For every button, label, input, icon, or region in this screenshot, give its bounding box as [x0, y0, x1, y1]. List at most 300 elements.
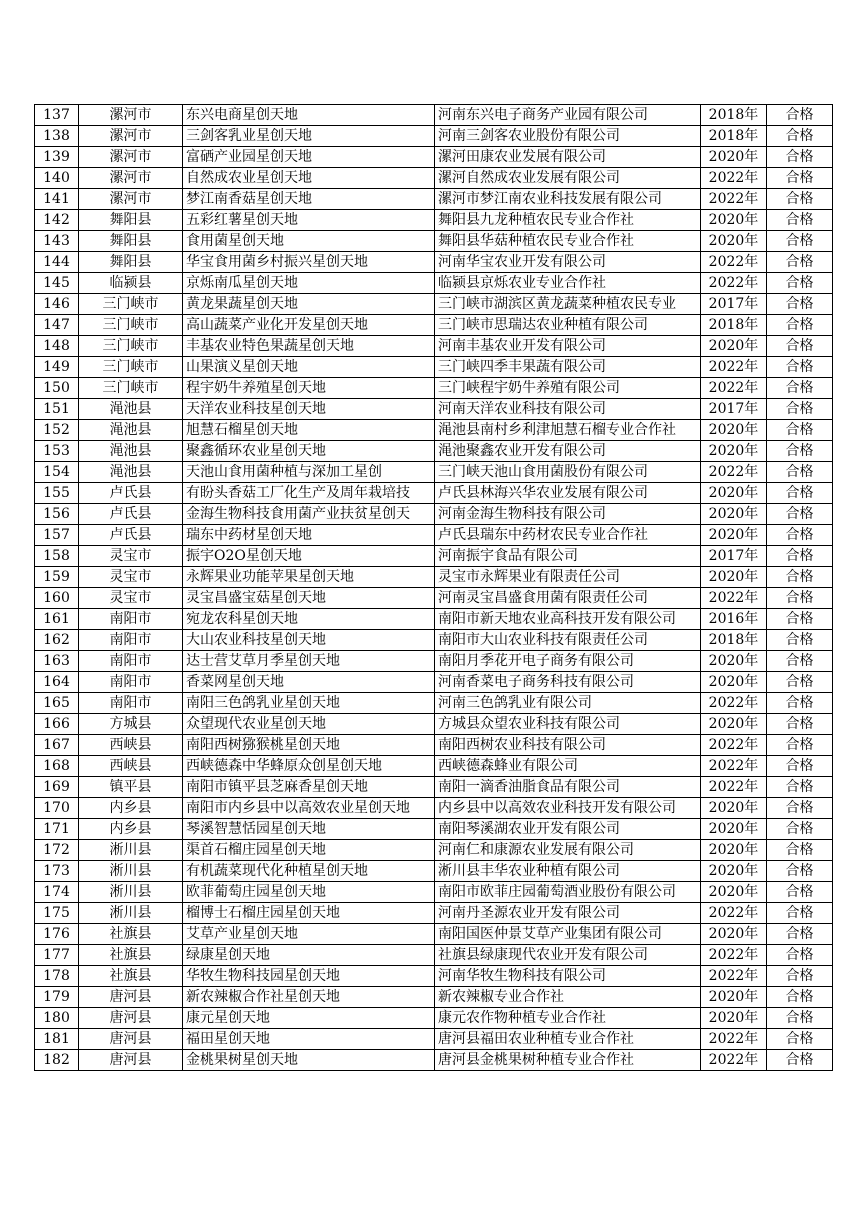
result-cell: 合格 [767, 693, 833, 714]
operator-cell: 三门峡市思瑞达农业种植有限公司 [435, 315, 701, 336]
platform-name-cell: 艾草产业星创天地 [183, 924, 435, 945]
region-cell: 舞阳县 [79, 210, 183, 231]
year-cell: 2022年 [701, 189, 767, 210]
result-cell: 合格 [767, 966, 833, 987]
operator-cell: 内乡县中以高效农业科技开发有限公司 [435, 798, 701, 819]
year-cell: 2020年 [701, 798, 767, 819]
row-number: 165 [35, 693, 79, 714]
result-cell: 合格 [767, 147, 833, 168]
year-cell: 2020年 [701, 1008, 767, 1029]
table-row [35, 798, 833, 819]
year-cell: 2020年 [701, 861, 767, 882]
result-cell: 合格 [767, 630, 833, 651]
row-number: 145 [35, 273, 79, 294]
row-number: 138 [35, 126, 79, 147]
year-cell: 2020年 [701, 567, 767, 588]
row-number: 173 [35, 861, 79, 882]
operator-cell: 南阳西树农业科技有限公司 [435, 735, 701, 756]
operator-cell: 漯河自然成农业发展有限公司 [435, 168, 701, 189]
region-cell: 内乡县 [79, 819, 183, 840]
operator-cell: 三门峡四季丰果蔬有限公司 [435, 357, 701, 378]
operator-cell: 淅川县丰华农业种植有限公司 [435, 861, 701, 882]
row-number: 168 [35, 756, 79, 777]
table-row [35, 252, 833, 273]
table-row [35, 525, 833, 546]
operator-cell: 南阳市新天地农业高科技开发有限公司 [435, 609, 701, 630]
operator-cell: 河南灵宝昌盛食用菌有限责任公司 [435, 588, 701, 609]
operator-cell: 唐河县福田农业种植专业合作社 [435, 1029, 701, 1050]
platform-name-cell: 大山农业科技星创天地 [183, 630, 435, 651]
region-cell: 舞阳县 [79, 231, 183, 252]
platform-name-cell: 香菜网星创天地 [183, 672, 435, 693]
operator-cell: 河南丹圣源农业开发有限公司 [435, 903, 701, 924]
platform-name-cell: 福田星创天地 [183, 1029, 435, 1050]
table-row [35, 609, 833, 630]
operator-cell: 渑池聚鑫农业开发有限公司 [435, 441, 701, 462]
row-number: 153 [35, 441, 79, 462]
region-cell: 西峡县 [79, 735, 183, 756]
platform-name-cell: 宛龙农科星创天地 [183, 609, 435, 630]
row-number: 139 [35, 147, 79, 168]
result-cell: 合格 [767, 861, 833, 882]
region-cell: 淅川县 [79, 861, 183, 882]
year-cell: 2022年 [701, 693, 767, 714]
result-cell: 合格 [767, 525, 833, 546]
table-row [35, 882, 833, 903]
region-cell: 内乡县 [79, 798, 183, 819]
result-cell: 合格 [767, 945, 833, 966]
platform-name-cell: 南阳市镇平县芝麻香星创天地 [183, 777, 435, 798]
year-cell: 2020年 [701, 882, 767, 903]
platform-name-cell: 康元星创天地 [183, 1008, 435, 1029]
result-cell: 合格 [767, 735, 833, 756]
row-number: 180 [35, 1008, 79, 1029]
result-cell: 合格 [767, 924, 833, 945]
result-cell: 合格 [767, 399, 833, 420]
region-cell: 灵宝市 [79, 567, 183, 588]
operator-cell: 河南仁和康源农业发展有限公司 [435, 840, 701, 861]
year-cell: 2020年 [701, 210, 767, 231]
row-number: 160 [35, 588, 79, 609]
region-cell: 卢氏县 [79, 525, 183, 546]
table-row [35, 693, 833, 714]
table-row [35, 483, 833, 504]
year-cell: 2020年 [701, 441, 767, 462]
result-cell: 合格 [767, 840, 833, 861]
row-number: 170 [35, 798, 79, 819]
row-number: 147 [35, 315, 79, 336]
operator-cell: 三门峡程宇奶牛养殖有限公司 [435, 378, 701, 399]
row-number: 174 [35, 882, 79, 903]
table-row [35, 504, 833, 525]
region-cell: 淅川县 [79, 840, 183, 861]
year-cell: 2020年 [701, 840, 767, 861]
table-row [35, 126, 833, 147]
row-number: 159 [35, 567, 79, 588]
table-row [35, 399, 833, 420]
operator-cell: 河南三色鸽乳业有限公司 [435, 693, 701, 714]
row-number: 141 [35, 189, 79, 210]
platform-name-cell: 琴溪智慧恬园星创天地 [183, 819, 435, 840]
year-cell: 2020年 [701, 924, 767, 945]
result-cell: 合格 [767, 210, 833, 231]
operator-cell: 南阳琴溪湖农业开发有限公司 [435, 819, 701, 840]
table-row [35, 714, 833, 735]
result-cell: 合格 [767, 567, 833, 588]
operator-cell: 社旗县绿康现代农业开发有限公司 [435, 945, 701, 966]
operator-cell: 河南金海生物科技有限公司 [435, 504, 701, 525]
table-row [35, 588, 833, 609]
year-cell: 2022年 [701, 378, 767, 399]
operator-cell: 漯河田康农业发展有限公司 [435, 147, 701, 168]
result-cell: 合格 [767, 294, 833, 315]
year-cell: 2022年 [701, 357, 767, 378]
row-number: 156 [35, 504, 79, 525]
table-row [35, 168, 833, 189]
region-cell: 淅川县 [79, 903, 183, 924]
region-cell: 灵宝市 [79, 546, 183, 567]
region-cell: 漯河市 [79, 105, 183, 126]
table-row [35, 672, 833, 693]
year-cell: 2022年 [701, 777, 767, 798]
region-cell: 卢氏县 [79, 483, 183, 504]
table-row [35, 819, 833, 840]
platform-name-cell: 程宇奶牛养殖星创天地 [183, 378, 435, 399]
row-number: 182 [35, 1050, 79, 1071]
result-cell: 合格 [767, 231, 833, 252]
result-cell: 合格 [767, 588, 833, 609]
row-number: 144 [35, 252, 79, 273]
row-number: 158 [35, 546, 79, 567]
table-row [35, 630, 833, 651]
operator-cell: 舞阳县九龙种植农民专业合作社 [435, 210, 701, 231]
table-row [35, 777, 833, 798]
platform-name-cell: 京烁南瓜星创天地 [183, 273, 435, 294]
platform-name-cell: 灵宝昌盛宝菇星创天地 [183, 588, 435, 609]
year-cell: 2020年 [701, 420, 767, 441]
result-cell: 合格 [767, 357, 833, 378]
platform-name-cell: 新农辣椒合作社星创天地 [183, 987, 435, 1008]
row-number: 176 [35, 924, 79, 945]
row-number: 179 [35, 987, 79, 1008]
platform-name-cell: 有机蔬菜现代化种植星创天地 [183, 861, 435, 882]
result-cell: 合格 [767, 252, 833, 273]
platform-name-cell: 振宇O2O星创天地 [183, 546, 435, 567]
row-number: 177 [35, 945, 79, 966]
platform-name-cell: 天洋农业科技星创天地 [183, 399, 435, 420]
region-cell: 灵宝市 [79, 588, 183, 609]
region-cell: 临颍县 [79, 273, 183, 294]
result-cell: 合格 [767, 714, 833, 735]
result-cell: 合格 [767, 315, 833, 336]
platform-name-cell: 旭慧石榴星创天地 [183, 420, 435, 441]
platform-name-cell: 绿康星创天地 [183, 945, 435, 966]
operator-cell: 南阳一滴香油脂食品有限公司 [435, 777, 701, 798]
platform-name-cell: 瑞东中药材星创天地 [183, 525, 435, 546]
result-cell: 合格 [767, 987, 833, 1008]
year-cell: 2020年 [701, 147, 767, 168]
operator-cell: 河南华宝农业开发有限公司 [435, 252, 701, 273]
year-cell: 2017年 [701, 294, 767, 315]
platform-name-cell: 永辉果业功能苹果星创天地 [183, 567, 435, 588]
region-cell: 漯河市 [79, 126, 183, 147]
region-cell: 渑池县 [79, 399, 183, 420]
operator-cell: 临颍县京烁农业专业合作社 [435, 273, 701, 294]
table-row [35, 378, 833, 399]
platform-name-cell: 西峡德森中华蜂原众创星创天地 [183, 756, 435, 777]
result-cell: 合格 [767, 651, 833, 672]
row-number: 178 [35, 966, 79, 987]
table-row [35, 861, 833, 882]
region-cell: 漯河市 [79, 189, 183, 210]
platform-name-cell: 渠首石榴庄园星创天地 [183, 840, 435, 861]
year-cell: 2020年 [701, 504, 767, 525]
platform-name-cell: 金海生物科技食用菌产业扶贫星创天 [183, 504, 435, 525]
table-row [35, 735, 833, 756]
table-row [35, 294, 833, 315]
region-cell: 三门峡市 [79, 357, 183, 378]
region-cell: 卢氏县 [79, 504, 183, 525]
table-row [35, 966, 833, 987]
row-number: 175 [35, 903, 79, 924]
platform-name-cell: 三剑客乳业星创天地 [183, 126, 435, 147]
operator-cell: 南阳市大山农业科技有限责任公司 [435, 630, 701, 651]
platform-name-cell: 东兴电商星创天地 [183, 105, 435, 126]
table-row [35, 1029, 833, 1050]
platform-name-cell: 南阳市内乡县中以高效农业星创天地 [183, 798, 435, 819]
platform-name-cell: 有盼头香菇工厂化生产及周年栽培技 [183, 483, 435, 504]
result-cell: 合格 [767, 777, 833, 798]
platform-name-cell: 山果演义星创天地 [183, 357, 435, 378]
row-number: 155 [35, 483, 79, 504]
year-cell: 2018年 [701, 126, 767, 147]
platform-name-cell: 聚鑫循环农业星创天地 [183, 441, 435, 462]
result-cell: 合格 [767, 483, 833, 504]
operator-cell: 河南香菜电子商务科技有限公司 [435, 672, 701, 693]
year-cell: 2022年 [701, 462, 767, 483]
platform-name-cell: 黄龙果蔬星创天地 [183, 294, 435, 315]
result-cell: 合格 [767, 462, 833, 483]
table-row [35, 987, 833, 1008]
row-number: 171 [35, 819, 79, 840]
platform-name-cell: 天池山食用菌种植与深加工星创 [183, 462, 435, 483]
result-cell: 合格 [767, 378, 833, 399]
operator-cell: 三门峡天池山食用菌股份有限公司 [435, 462, 701, 483]
region-cell: 三门峡市 [79, 315, 183, 336]
region-cell: 漯河市 [79, 147, 183, 168]
results-table [34, 104, 833, 1071]
region-cell: 唐河县 [79, 1050, 183, 1071]
year-cell: 2022年 [701, 1050, 767, 1071]
operator-cell: 灵宝市永辉果业有限责任公司 [435, 567, 701, 588]
result-cell: 合格 [767, 168, 833, 189]
platform-name-cell: 榴博士石榴庄园星创天地 [183, 903, 435, 924]
operator-cell: 河南天洋农业科技有限公司 [435, 399, 701, 420]
row-number: 154 [35, 462, 79, 483]
year-cell: 2017年 [701, 399, 767, 420]
year-cell: 2018年 [701, 105, 767, 126]
platform-name-cell: 华宝食用菌乡村振兴星创天地 [183, 252, 435, 273]
operator-cell: 漯河市梦江南农业科技发展有限公司 [435, 189, 701, 210]
row-number: 161 [35, 609, 79, 630]
region-cell: 三门峡市 [79, 336, 183, 357]
result-cell: 合格 [767, 756, 833, 777]
year-cell: 2016年 [701, 609, 767, 630]
operator-cell: 渑池县南村乡利津旭慧石榴专业合作社 [435, 420, 701, 441]
result-cell: 合格 [767, 546, 833, 567]
row-number: 169 [35, 777, 79, 798]
platform-name-cell: 五彩红薯星创天地 [183, 210, 435, 231]
platform-name-cell: 南阳西树猕猴桃星创天地 [183, 735, 435, 756]
operator-cell: 河南三剑客农业股份有限公司 [435, 126, 701, 147]
result-cell: 合格 [767, 273, 833, 294]
platform-name-cell: 南阳三色鸽乳业星创天地 [183, 693, 435, 714]
result-cell: 合格 [767, 126, 833, 147]
year-cell: 2022年 [701, 756, 767, 777]
result-cell: 合格 [767, 1050, 833, 1071]
region-cell: 社旗县 [79, 945, 183, 966]
table-row [35, 210, 833, 231]
table-row [35, 840, 833, 861]
table-row [35, 924, 833, 945]
row-number: 172 [35, 840, 79, 861]
result-cell: 合格 [767, 798, 833, 819]
row-number: 148 [35, 336, 79, 357]
table-row [35, 336, 833, 357]
table-row [35, 756, 833, 777]
platform-name-cell: 高山蔬菜产业化开发星创天地 [183, 315, 435, 336]
row-number: 149 [35, 357, 79, 378]
operator-cell: 河南东兴电子商务产业园有限公司 [435, 105, 701, 126]
row-number: 164 [35, 672, 79, 693]
table-row [35, 105, 833, 126]
platform-name-cell: 华牧生物科技园星创天地 [183, 966, 435, 987]
region-cell: 三门峡市 [79, 378, 183, 399]
year-cell: 2022年 [701, 903, 767, 924]
result-cell: 合格 [767, 609, 833, 630]
region-cell: 三门峡市 [79, 294, 183, 315]
result-cell: 合格 [767, 441, 833, 462]
operator-cell: 卢氏县林海兴华农业发展有限公司 [435, 483, 701, 504]
operator-cell: 新农辣椒专业合作社 [435, 987, 701, 1008]
result-cell: 合格 [767, 903, 833, 924]
operator-cell: 西峡德森蜂业有限公司 [435, 756, 701, 777]
year-cell: 2020年 [701, 987, 767, 1008]
result-cell: 合格 [767, 1029, 833, 1050]
year-cell: 2022年 [701, 1029, 767, 1050]
row-number: 137 [35, 105, 79, 126]
platform-name-cell: 自然成农业星创天地 [183, 168, 435, 189]
table-row [35, 1050, 833, 1071]
operator-cell: 唐河县金桃果树种植专业合作社 [435, 1050, 701, 1071]
operator-cell: 舞阳县华菇种植农民专业合作社 [435, 231, 701, 252]
result-cell: 合格 [767, 336, 833, 357]
row-number: 163 [35, 651, 79, 672]
table-row [35, 1008, 833, 1029]
operator-cell: 方城县众望农业科技有限公司 [435, 714, 701, 735]
table-row [35, 945, 833, 966]
row-number: 142 [35, 210, 79, 231]
result-cell: 合格 [767, 672, 833, 693]
platform-name-cell: 丰基农业特色果蔬星创天地 [183, 336, 435, 357]
year-cell: 2020年 [701, 336, 767, 357]
operator-cell: 南阳月季花开电子商务有限公司 [435, 651, 701, 672]
year-cell: 2022年 [701, 588, 767, 609]
table-row [35, 273, 833, 294]
region-cell: 镇平县 [79, 777, 183, 798]
table-row [35, 462, 833, 483]
table-row [35, 546, 833, 567]
table-row [35, 357, 833, 378]
row-number: 151 [35, 399, 79, 420]
region-cell: 方城县 [79, 714, 183, 735]
platform-name-cell: 食用菌星创天地 [183, 231, 435, 252]
row-number: 157 [35, 525, 79, 546]
platform-name-cell: 众望现代农业星创天地 [183, 714, 435, 735]
year-cell: 2020年 [701, 819, 767, 840]
result-cell: 合格 [767, 189, 833, 210]
operator-cell: 河南华牧生物科技有限公司 [435, 966, 701, 987]
result-cell: 合格 [767, 819, 833, 840]
table-row [35, 441, 833, 462]
year-cell: 2020年 [701, 672, 767, 693]
row-number: 167 [35, 735, 79, 756]
region-cell: 唐河县 [79, 1029, 183, 1050]
table-row [35, 315, 833, 336]
table-row [35, 567, 833, 588]
region-cell: 社旗县 [79, 924, 183, 945]
row-number: 140 [35, 168, 79, 189]
year-cell: 2022年 [701, 966, 767, 987]
year-cell: 2018年 [701, 630, 767, 651]
region-cell: 漯河市 [79, 168, 183, 189]
row-number: 162 [35, 630, 79, 651]
result-cell: 合格 [767, 420, 833, 441]
year-cell: 2020年 [701, 525, 767, 546]
region-cell: 唐河县 [79, 1008, 183, 1029]
region-cell: 南阳市 [79, 672, 183, 693]
year-cell: 2020年 [701, 483, 767, 504]
result-cell: 合格 [767, 504, 833, 525]
operator-cell: 三门峡市湖滨区黄龙蔬菜种植农民专业 [435, 294, 701, 315]
region-cell: 渑池县 [79, 462, 183, 483]
region-cell: 渑池县 [79, 420, 183, 441]
table-row [35, 231, 833, 252]
region-cell: 舞阳县 [79, 252, 183, 273]
row-number: 152 [35, 420, 79, 441]
table-row [35, 651, 833, 672]
row-number: 181 [35, 1029, 79, 1050]
year-cell: 2020年 [701, 651, 767, 672]
row-number: 146 [35, 294, 79, 315]
region-cell: 渑池县 [79, 441, 183, 462]
region-cell: 西峡县 [79, 756, 183, 777]
region-cell: 南阳市 [79, 693, 183, 714]
platform-name-cell: 梦江南香菇星创天地 [183, 189, 435, 210]
year-cell: 2022年 [701, 168, 767, 189]
platform-name-cell: 富硒产业园星创天地 [183, 147, 435, 168]
region-cell: 淅川县 [79, 882, 183, 903]
operator-cell: 南阳市欧菲庄园葡萄酒业股份有限公司 [435, 882, 701, 903]
year-cell: 2020年 [701, 231, 767, 252]
table-row [35, 420, 833, 441]
table-row [35, 903, 833, 924]
year-cell: 2017年 [701, 546, 767, 567]
year-cell: 2022年 [701, 273, 767, 294]
table-body [35, 105, 833, 1071]
result-cell: 合格 [767, 105, 833, 126]
row-number: 150 [35, 378, 79, 399]
